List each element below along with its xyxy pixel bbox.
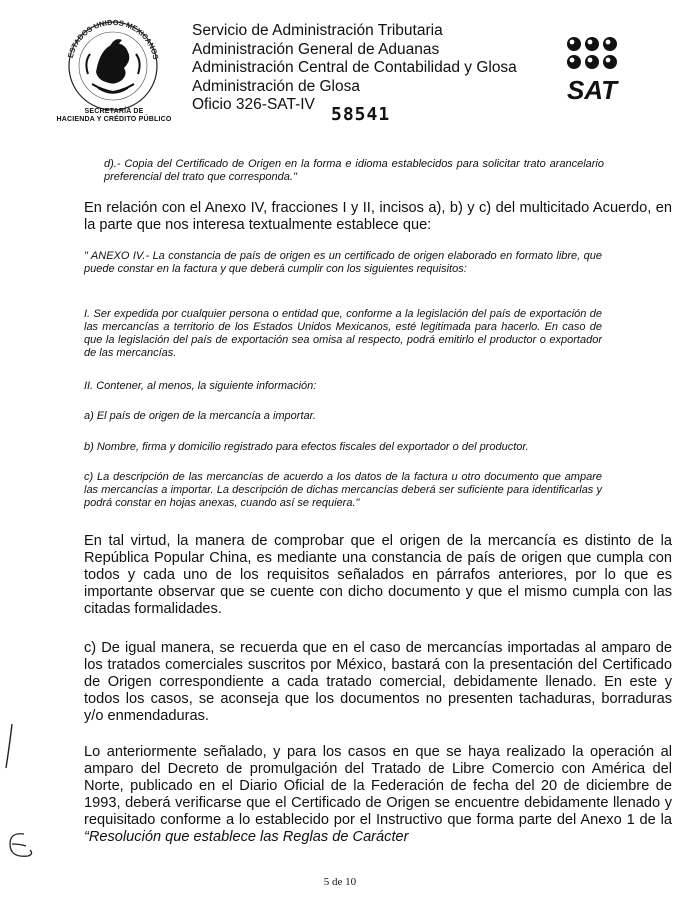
quote-fraction-ii: II. Contener, al menos, la siguiente información: [84,380,317,392]
quote-item-d: d).- Copia del Certificado de Origen en la forma e idioma establecidos para solicitar trato arancelario preferencial del trato que corresponda." [104,158,604,183]
quote-inciso-b: b) Nombre, firma y domicilio registrado para efectos fiscales del exportador o del productor. [84,441,529,453]
handwritten-margin-mark [2,722,16,777]
header-line: Administración General de Aduanas [192,40,440,58]
letterhead [192,22,517,115]
oficio-label: Oficio 326-SAT-IV [192,96,315,113]
resolution-title: “Resolución que establece las Reglas de Carácter [84,829,409,845]
seal-ring-text: ESTADOS UNIDOS MEXICANOS [65,17,161,61]
page-number: 5 de 10 [323,876,357,888]
header-line: Administración de Glosa [192,77,360,95]
paragraph-virtud: En tal virtud, la manera de comprobar que el origen de la mercancía es distinto de la República Popular China, es mediante una constancia de país de origen que cumpla con todos y cada uno de los requisitos señalados en párrafos anteriores, por lo que es importante observar que se cuente con dicho documento y que el mismo cumpla con las citadas formalidades. [84,533,672,617]
paragraph-anexo-intro: En relación con el Anexo IV, fracciones I y II, incisos a), b) y c) del multicitado Acuerdo, en la parte que nos interesa textualmente establece que: [84,200,672,233]
quote-anexo-iv: " ANEXO IV.- La constancia de país de origen es un certificado de origen elaborado en formato libre, que puede constar en la factura y que deberá cumplir con los siguientes requisitos: [84,250,602,275]
quote-inciso-a: a) El país de origen de la mercancía a importar. [84,410,316,422]
header-line: Servicio de Administración Tributaria [192,22,443,39]
oficio-number: 58541 [331,104,391,125]
handwritten-initials [4,828,38,869]
paragraph-tlcan-text: Lo anteriormente señalado, y para los casos en que se haya realizado la operación al amparo del Decreto de promulgación del Tratado de Libre Comercio con América del Norte, publicado en el Diario Oficial de la Federación de fecha del 20 de diciembre de 1993, deberá verificarse que el Certificado de Origen se encuentre debidamente llenado y requisitado conforme a lo establecido por el Instructivo que forma parte del Anexo 1 de la [84,744,672,828]
paragraph-tlcan [84,744,672,846]
paragraph-c: c) De igual manera, se recuerda que en el caso de mercancías importadas al amparo de los tratados comerciales suscritos por México, bastará con la presentación del Certificado de Origen correspondiente a cada tratado comercial, debidamente llenado. En este y todos los casos, se aconseja que los documentos no presenten tachaduras, borraduras y/o enmendaduras. [84,640,672,724]
seal-caption [44,108,184,124]
sat-logo-text: SAT [566,75,618,102]
quote-inciso-c: c) La descripción de las mercancías de acuerdo a los datos de la factura u otro documento que ampare las mercancías a importar. La descripción de dichas mercancías deberá ser suficiente para identificarlas y podrá constar en hojas anexas, cuando así se requiera." [84,471,602,509]
quote-fraction-i: I. Ser expedida por cualquier persona o entidad que, conforme a la legislación del país de exportación de las mercancías a territorio de los Estados Unidos Mexicanos, esté legitimada para hacerlo. En caso de que la legislación del país de exportación sea omisa al respecto, podrá emitirlo el productor o exportador de las mercancías. [84,308,602,359]
seal-caption-line2: HACIENDA Y CRÉDITO PÚBLICO [56,116,172,123]
seal-caption-line1: SECRETARÍA DE [84,108,144,115]
header-line: Administración Central de Contabilidad y Glosa [192,59,517,76]
sat-logo [552,36,632,102]
government-seal [58,14,168,112]
